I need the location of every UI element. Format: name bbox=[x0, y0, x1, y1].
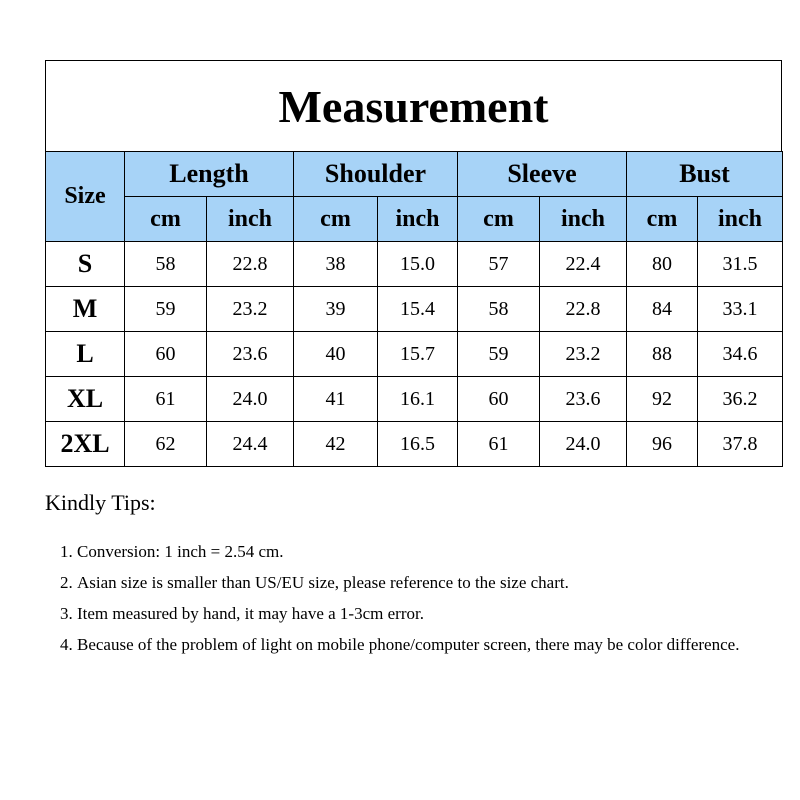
table-cell: 58 bbox=[125, 242, 207, 287]
sleeve-header: Sleeve bbox=[458, 152, 627, 197]
table-cell: 36.2 bbox=[698, 377, 783, 422]
table-cell: 15.0 bbox=[378, 242, 458, 287]
table-cell: 22.4 bbox=[540, 242, 627, 287]
length-header: Length bbox=[125, 152, 294, 197]
table-row bbox=[46, 287, 783, 332]
table-cell: 61 bbox=[458, 422, 540, 467]
size-chart bbox=[45, 60, 782, 467]
unit-header: cm bbox=[627, 197, 698, 242]
bust-header: Bust bbox=[627, 152, 783, 197]
size-cell: 2XL bbox=[46, 422, 125, 467]
table-cell: 84 bbox=[627, 287, 698, 332]
table-cell: 92 bbox=[627, 377, 698, 422]
shoulder-header: Shoulder bbox=[294, 152, 458, 197]
group-header-row bbox=[46, 152, 783, 197]
kindly-tips bbox=[45, 490, 785, 660]
unit-header: cm bbox=[458, 197, 540, 242]
table-cell: 58 bbox=[458, 287, 540, 332]
table-cell: 59 bbox=[125, 287, 207, 332]
tip-item: 1. Conversion: 1 inch = 2.54 cm. bbox=[77, 536, 785, 567]
table-cell: 23.2 bbox=[540, 332, 627, 377]
table-cell: 60 bbox=[458, 377, 540, 422]
table-cell: 33.1 bbox=[698, 287, 783, 332]
table-cell: 42 bbox=[294, 422, 378, 467]
size-cell: L bbox=[46, 332, 125, 377]
table-cell: 88 bbox=[627, 332, 698, 377]
table-cell: 41 bbox=[294, 377, 378, 422]
table-cell: 23.6 bbox=[207, 332, 294, 377]
unit-header: inch bbox=[207, 197, 294, 242]
table-cell: 24.4 bbox=[207, 422, 294, 467]
unit-header: inch bbox=[698, 197, 783, 242]
chart-title: Measurement bbox=[45, 60, 782, 151]
tip-item: 3. Item measured by hand, it may have a 1-3cm error. bbox=[77, 598, 785, 629]
table-row bbox=[46, 377, 783, 422]
table-row bbox=[46, 332, 783, 377]
table-cell: 16.1 bbox=[378, 377, 458, 422]
table-cell: 15.7 bbox=[378, 332, 458, 377]
table-cell: 34.6 bbox=[698, 332, 783, 377]
unit-header: cm bbox=[294, 197, 378, 242]
table-row bbox=[46, 422, 783, 467]
table-cell: 31.5 bbox=[698, 242, 783, 287]
table-cell: 60 bbox=[125, 332, 207, 377]
unit-header: inch bbox=[540, 197, 627, 242]
tips-list bbox=[45, 536, 785, 660]
table-cell: 23.2 bbox=[207, 287, 294, 332]
size-cell: S bbox=[46, 242, 125, 287]
tips-heading: Kindly Tips: bbox=[45, 490, 156, 515]
size-cell: M bbox=[46, 287, 125, 332]
table-cell: 62 bbox=[125, 422, 207, 467]
size-table bbox=[45, 151, 783, 467]
tip-item: 4. Because of the problem of light on mobile phone/computer screen, there may be color difference. bbox=[77, 629, 785, 660]
size-column-header: Size bbox=[46, 152, 125, 242]
table-cell: 37.8 bbox=[698, 422, 783, 467]
table-cell: 38 bbox=[294, 242, 378, 287]
table-cell: 22.8 bbox=[207, 242, 294, 287]
table-cell: 39 bbox=[294, 287, 378, 332]
table-cell: 57 bbox=[458, 242, 540, 287]
table-cell: 24.0 bbox=[540, 422, 627, 467]
table-cell: 96 bbox=[627, 422, 698, 467]
unit-header-row bbox=[46, 197, 783, 242]
unit-header: cm bbox=[125, 197, 207, 242]
table-cell: 22.8 bbox=[540, 287, 627, 332]
table-cell: 80 bbox=[627, 242, 698, 287]
table-cell: 24.0 bbox=[207, 377, 294, 422]
tip-item: 2. Asian size is smaller than US/EU size, please reference to the size chart. bbox=[77, 567, 785, 598]
table-row bbox=[46, 242, 783, 287]
table-cell: 61 bbox=[125, 377, 207, 422]
table-cell: 16.5 bbox=[378, 422, 458, 467]
size-cell: XL bbox=[46, 377, 125, 422]
table-cell: 40 bbox=[294, 332, 378, 377]
unit-header: inch bbox=[378, 197, 458, 242]
table-cell: 23.6 bbox=[540, 377, 627, 422]
table-cell: 59 bbox=[458, 332, 540, 377]
table-cell: 15.4 bbox=[378, 287, 458, 332]
